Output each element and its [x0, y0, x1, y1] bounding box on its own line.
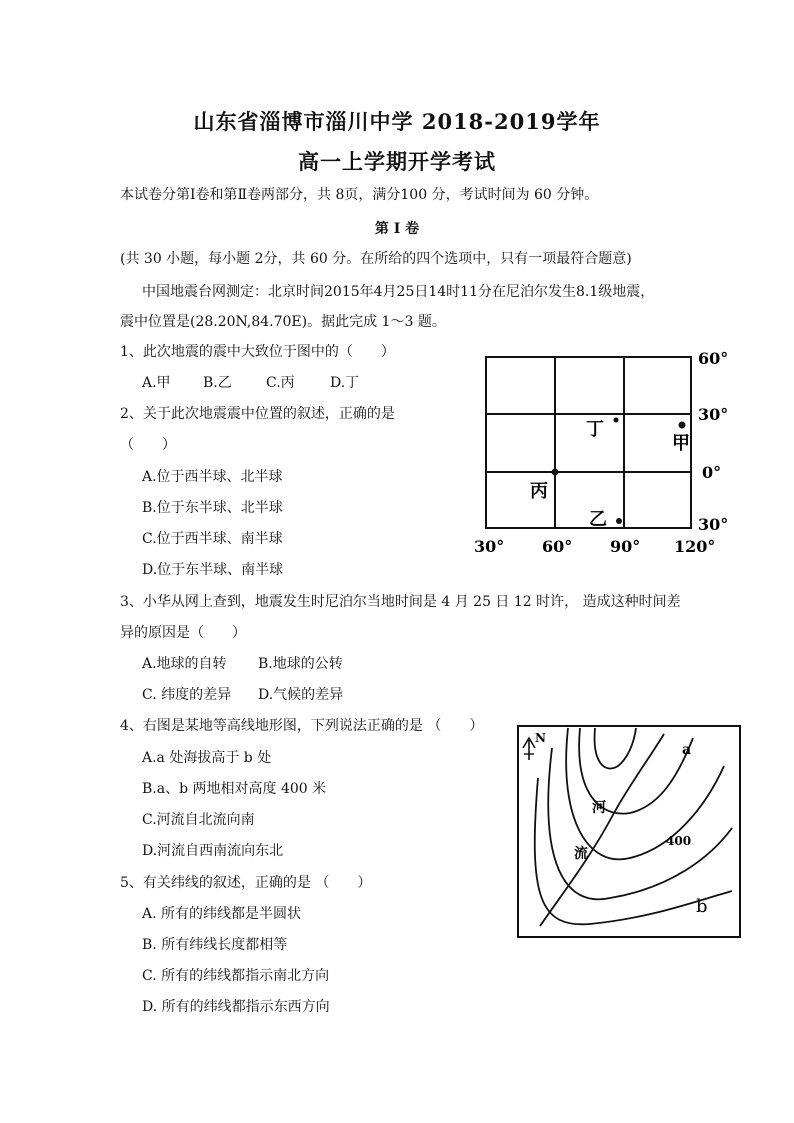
question-3-option-b: B.地球的公转: [258, 656, 343, 672]
river-label-2: 流: [574, 846, 588, 862]
label-b: b: [696, 896, 708, 917]
lat-label-0: 0°: [702, 463, 722, 482]
lon-label-90: 90°: [610, 537, 641, 556]
question-2-option-c: C.位于西半球、南半球: [142, 531, 283, 547]
exam-title: 山东省淄博市淄川中学 2018-2019学年: [193, 109, 601, 134]
point-yi-marker: [616, 518, 622, 524]
contour-value-label: 400: [666, 834, 692, 848]
river-label-1: 河: [592, 800, 606, 816]
question-3-option-c: C. 纬度的差异: [142, 687, 232, 703]
question-4-option-c: C.河流自北流向南: [142, 812, 255, 828]
point-jia-marker: [679, 422, 686, 429]
north-arrow-icon: [523, 738, 535, 760]
section-instructions: (共 30 小题，每小题 2分，共 60 分。在所给的四个选项中，只有一项最符合题意): [120, 251, 632, 267]
lat-label-30n: 30°: [698, 405, 729, 424]
question-1-option-d: D.丁: [330, 375, 360, 391]
question-2-option-d: D.位于东半球、南半球: [142, 562, 284, 578]
question-2-stem-bracket: （ ）: [120, 437, 176, 453]
question-1-option-b: B.乙: [203, 375, 232, 391]
north-label: N: [535, 731, 546, 745]
lon-label-60: 60°: [542, 537, 573, 556]
question-1-option-a: A.甲: [142, 375, 171, 391]
section-title: 第 I 卷: [374, 221, 420, 237]
lat-label-30s: 30°: [698, 515, 729, 534]
question-5-stem: 5、有关纬线的叙述，正确的是 （ ）: [120, 875, 372, 891]
question-4-option-d: D.河流自西南流向东北: [142, 843, 284, 859]
question-2-option-a: A.位于西半球、北半球: [142, 469, 283, 485]
contour-map-figure: [510, 718, 750, 944]
lon-label-30: 30°: [474, 537, 505, 556]
question-4-stem: 4、右图是某地等高线地形图，下列说法正确的是 （ ）: [120, 718, 484, 734]
point-jia-label: 甲: [672, 433, 690, 454]
point-bing-marker: [552, 469, 559, 476]
question-5-option-a: A. 所有的纬线都是半圆状: [142, 906, 302, 922]
point-bing-label: 丙: [530, 481, 548, 502]
question-1-option-c: C.丙: [266, 375, 295, 391]
question-2-stem: 2、关于此次地震震中位置的叙述，正确的是: [120, 406, 395, 422]
question-3-option-a: A.地球的自转: [142, 656, 227, 672]
question-3-stem: 3、小华从网上查到，地震发生时尼泊尔当地时间是 4 月 25 日 12 时许， 造成这种时间差: [120, 594, 681, 610]
exam-intro: 本试卷分第Ⅰ卷和第Ⅱ卷两部分，共 8页，满分100 分，考试时间为 60 分钟。: [120, 187, 599, 203]
question-5-option-b: B. 所有纬线长度都相等: [142, 937, 288, 953]
question-1-stem: 1、此次地震的震中大致位于图中的（ ）: [120, 344, 395, 360]
point-yi-label: 乙: [589, 509, 607, 530]
question-2-option-b: B.位于东半球、北半球: [142, 500, 283, 516]
question-3-option-d: D.气候的差异: [258, 687, 344, 703]
lat-label-60: 60°: [698, 349, 729, 368]
point-ding-marker: [614, 418, 619, 423]
question-5-option-c: C. 所有的纬线都指示南北方向: [142, 968, 330, 984]
exam-subtitle: 高一上学期开学考试: [298, 149, 496, 174]
question-4-option-b: B.a、b 两地相对高度 400 米: [142, 781, 327, 797]
question-5-option-d: D. 所有的纬线都指示东西方向: [142, 999, 330, 1015]
lat-lon-grid-figure: [470, 340, 740, 560]
question-4-option-a: A.a 处海拔高于 b 处: [142, 750, 272, 766]
question-3-stem-line2: 异的原因是（ ）: [120, 625, 246, 641]
lon-label-120: 120°: [674, 537, 716, 556]
passage-line-2: 震中位置是(28.20N,84.70E)。据此完成 1～3 题。: [120, 314, 446, 330]
passage-line-1: 中国地震台网测定：北京时间2015年4月25日14时11分在尼泊尔发生8.1级地震，: [142, 284, 655, 300]
label-a: a: [682, 742, 692, 758]
point-ding-label: 丁: [586, 419, 604, 440]
